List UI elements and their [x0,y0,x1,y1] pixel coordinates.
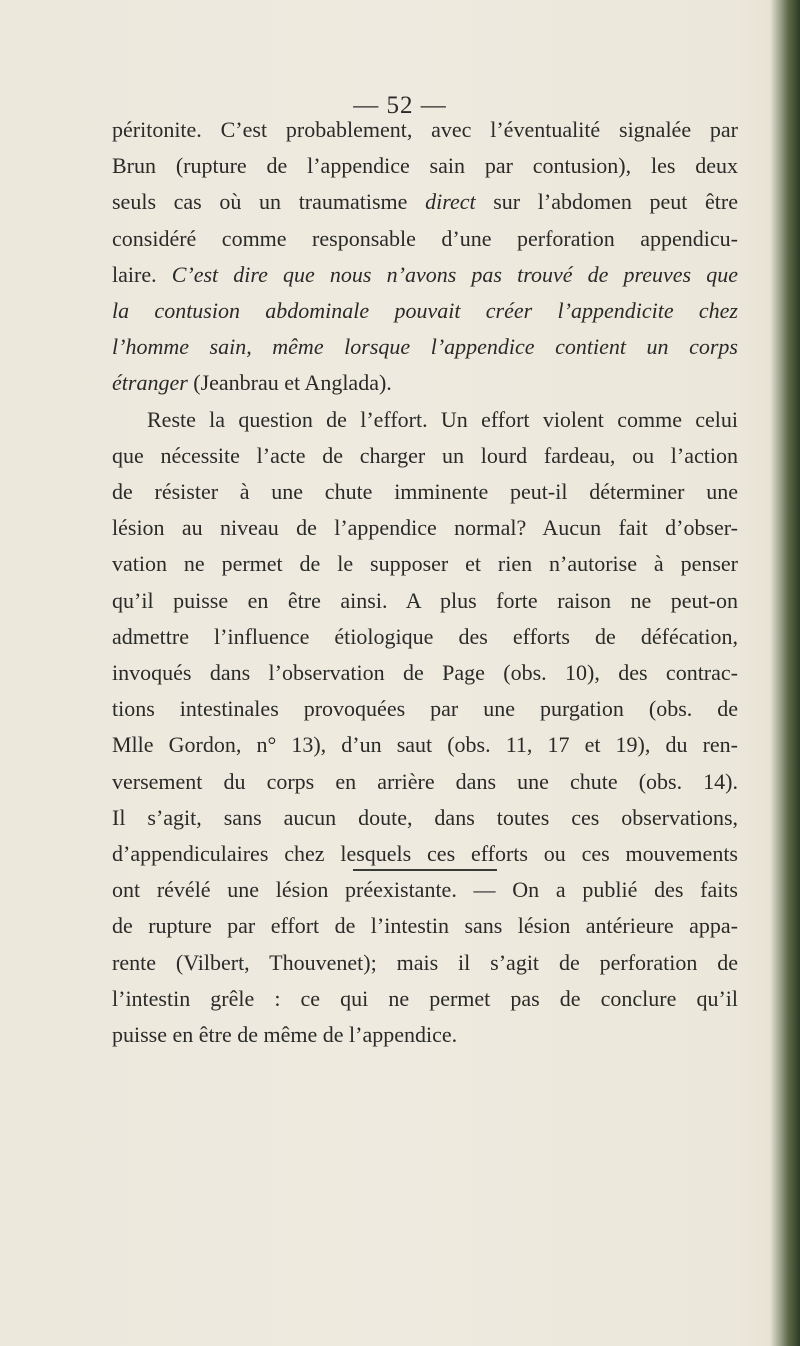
text-line: ont révélé une lésion préexistante. — On a publié des faits [112,877,738,903]
emphasis-text: la contusion abdominale pouvait créer l’appendicite chez [112,298,738,324]
text-line: Il s’agit, sans aucun doute, dans toutes ces observations, [112,804,738,830]
body-text [112,112,738,1053]
text-line: péritonite. C’est probablement, avec l’éventualité signalée par [112,117,738,142]
text-line: Brun (rupture de l’appendice sain par contusion), les deux [112,153,738,179]
emphasis-text: direct [425,189,476,215]
text-line: Mlle Gordon, n° 13), d’un saut (obs. 11, 17 et 19), du ren- [112,732,738,758]
text-line: puisse en être de même de l’appendice. [112,1022,458,1048]
page-binding-edge [770,0,800,1346]
text-line: l’intestin grêle : ce qui ne permet pas de conclure qu’il [112,985,738,1011]
text-line [112,329,738,365]
text-line: laire. C’est dire que nous n’avons pas trouvé de preuves que [112,261,738,287]
page-number: — 52 — [353,92,447,119]
text-line: de résister à une chute imminente peut-il déterminer une [112,479,738,505]
text-line: tions intestinales provoquées par une purgation (obs. de [112,696,738,722]
text-line: considéré comme responsable d’une perforation appendicu- [112,225,738,251]
emphasis-text: C’est dire que nous n’avons pas trouvé de preuves que [171,261,738,287]
text-line: versement du corps en arrière dans une chute (obs. 14). [112,768,738,794]
text-line [112,293,738,329]
text-line: de rupture par effort de l’intestin sans lésion antérieure appa- [112,913,738,939]
text-line: vation ne permet de le supposer et rien n’autorise à penser [112,551,738,577]
text-line: que nécessite l’acte de charger un lourd fardeau, ou l’action [112,442,738,468]
section-end-rule [353,869,497,871]
text-line: rente (Vilbert, Thouvenet); mais il s’agit de perforation de [112,949,738,975]
text-line: lésion au niveau de l’appendice normal? Aucun fait d’obser- [112,515,738,541]
text-line: seuls cas où un traumatisme direct sur l’abdomen peut être [112,189,739,215]
emphasis-text: l’homme sain, même lorsque l’appendice contient un corps [112,334,738,360]
text-line: invoqués dans l’observation de Page (obs. 10), des contrac- [112,660,738,686]
text-line: étranger (Jeanbrau et Anglada). [112,370,392,396]
text-line: Reste la question de l’effort. Un effort violent comme celui [147,406,738,432]
text-line: d’appendiculaires chez lesquels ces efforts ou ces mouvements [112,841,738,867]
text-line: qu’il puisse en être ainsi. A plus forte raison ne peut-on [112,587,738,613]
emphasis-text: étranger [112,370,188,396]
text-line: admettre l’influence étiologique des efforts de défécation, [112,623,738,649]
